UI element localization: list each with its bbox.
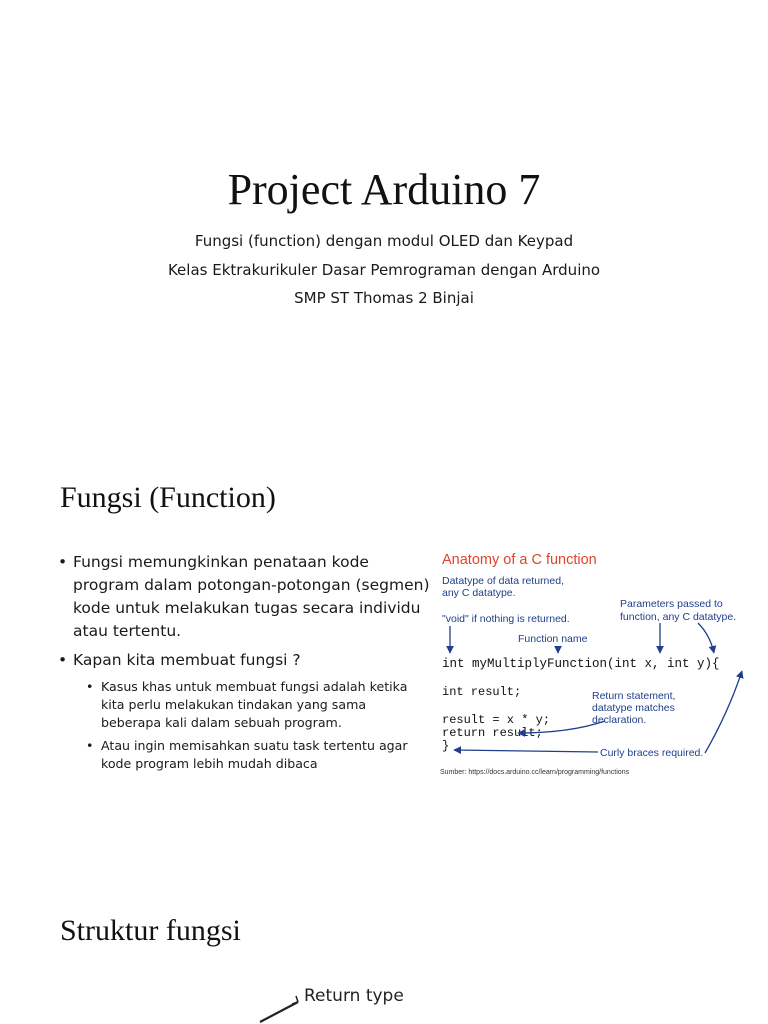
- sub-bullet-text: Atau ingin memisahkan suatu task tertentu agar kode program lebih mudah dibaca: [101, 738, 408, 771]
- note-void: "void" if nothing is returned.: [442, 613, 570, 625]
- arrow-to-opening-brace: [705, 671, 742, 753]
- return-type-label: Return type: [304, 986, 404, 1006]
- bullet-dot-icon: •: [86, 738, 94, 753]
- bullet-dot-icon: •: [86, 679, 94, 694]
- note-return-3: declaration.: [592, 714, 647, 726]
- note-return-1: Return statement,: [592, 690, 676, 702]
- slide1-subtitle-2: Kelas Ektrakurikuler Dasar Pemrograman dengan Arduino: [167, 261, 601, 279]
- note-function-name: Function name: [518, 633, 588, 645]
- slide3-title: Struktur fungsi: [60, 914, 241, 947]
- note-params-2: function, any C datatype.: [620, 611, 737, 623]
- bullet-text: Fungsi memungkinkan penataan kode program dalam potongan-potongan (segmen) kode untuk melakukan tugas secara individu atau tertentu.: [73, 553, 430, 640]
- slide1-title: Project Arduino 7: [227, 165, 541, 214]
- bullet-list: [58, 551, 430, 778]
- note-datatype-2: any C datatype.: [442, 587, 516, 599]
- bullet-item: [58, 551, 430, 643]
- slide1-subtitle-1: Fungsi (function) dengan modul OLED dan Keypad: [194, 232, 574, 250]
- code-line-1: int result;: [442, 685, 522, 699]
- function-anatomy-figure: [430, 543, 760, 773]
- code-line-3: return result;: [442, 726, 543, 740]
- bullet-text: Kapan kita membuat fungsi ?: [73, 651, 301, 669]
- code-signature: int myMultiplyFunction(int x, int y){: [442, 657, 720, 671]
- sub-bullet-item: [86, 678, 430, 732]
- source-citation: Sumber: https://docs.arduino.cc/learn/programming/functions: [440, 769, 630, 776]
- arrow-to-closing-brace: [454, 750, 598, 752]
- code-line-2: result = x * y;: [442, 713, 551, 727]
- bullet-item: [58, 649, 430, 672]
- sub-bullet-item: [86, 737, 430, 773]
- figure-heading: Anatomy of a C function: [442, 552, 597, 568]
- code-line-4: }: [442, 739, 450, 753]
- note-curly-braces: Curly braces required.: [600, 747, 704, 759]
- note-params-1: Parameters passed to: [620, 598, 723, 610]
- bullet-dot-icon: •: [58, 651, 68, 669]
- arrow-to-param-y: [698, 623, 714, 653]
- note-datatype-1: Datatype of data returned,: [442, 575, 564, 587]
- slide2-title: Fungsi (Function): [60, 481, 276, 514]
- slide1-subtitle-3: SMP ST Thomas 2 Binjai: [294, 289, 474, 307]
- note-return-2: datatype matches: [592, 702, 675, 714]
- bullet-dot-icon: •: [58, 553, 68, 571]
- sub-bullet-text: Kasus khas untuk membuat fungsi adalah ketika kita perlu melakukan tindakan yang sama beberapa kali dalam sebuah program.: [101, 679, 408, 730]
